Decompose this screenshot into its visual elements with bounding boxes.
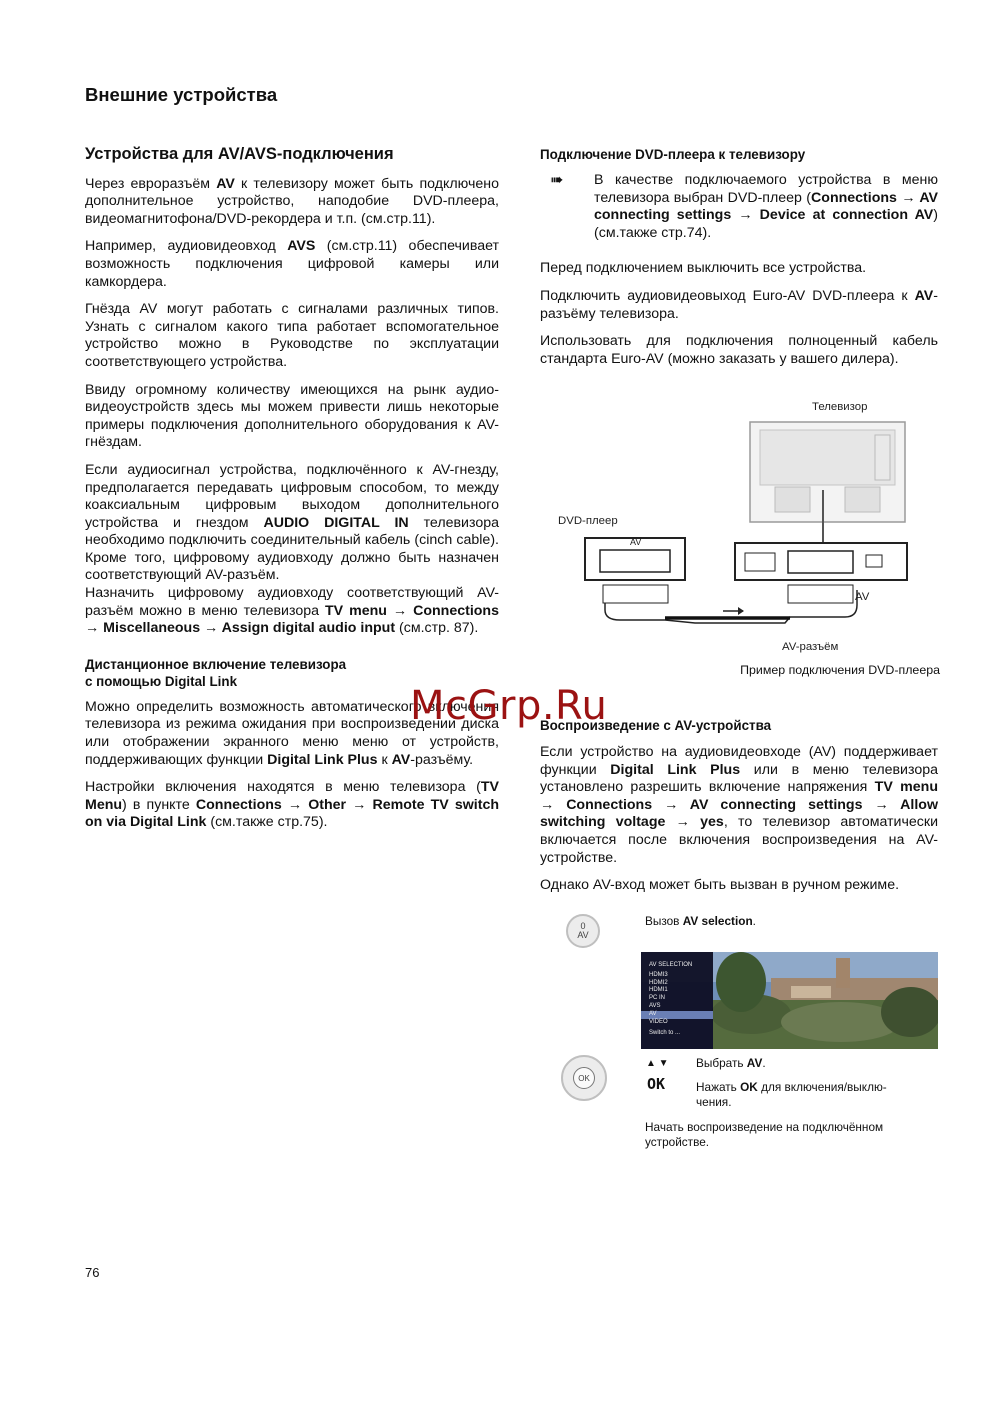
arrow-head-icon: [738, 607, 744, 615]
paragraph: Гнёзда AV могут работать с сигналами различных типов. Узнать с сигналом какого типа работает вспомогательное устройство можно в Руководстве по эксплуатации соответствующего устройства.: [85, 301, 499, 370]
ok-navigation-pad[interactable]: [561, 1055, 607, 1101]
dvd-scart-socket: [600, 550, 670, 572]
label-av-cable: AV: [855, 591, 870, 603]
step-start-playback: Начать воспроизведение на подключённом устройстве.: [645, 1120, 884, 1149]
tv-scart-socket: [788, 551, 853, 573]
left-column: [85, 146, 499, 842]
menu-item-video[interactable]: VIDEO: [649, 1018, 668, 1025]
dvd-scart-plug: [603, 585, 668, 603]
tv-vent: [845, 487, 880, 512]
note-text: В качестве подключаемого устройства в меню телевизора выбран DVD-плеер (Connections → AV connecting settings → Device at connection AV) (см.также стр.74).: [594, 172, 938, 241]
paragraph: Если аудиосигнал устройства, подключённого к AV-гнезду, предполагается передавать цифровым способом, то между коаксиальным цифровым выходом дополнительного устройства и гнездом AUDIO DIGITAL IN телевизора необходимо подключить соединительный кабель (cinch cable). Кроме того, цифровому аудиовходу должно быть назначен соответствующий AV-разъём.: [85, 461, 499, 584]
step-av-selection: Вызов AV selection.: [645, 914, 756, 928]
watermark: McGrp.Ru: [410, 683, 608, 729]
paragraph: Назначить цифровому аудиовходу соответствующий AV-разъём можно в меню телевизора TV menu → Connections → Miscellaneous → Assign digital audio input (см.стр. 87).: [85, 585, 499, 637]
step-press-ok: Нажать OK для включения/выклю- чения.: [696, 1080, 887, 1109]
paragraph: Однако AV-вход может быть вызван в ручном режиме.: [540, 877, 900, 894]
arrow-note-icon: ➠: [550, 172, 564, 189]
connection-diagram: [545, 395, 940, 685]
paragraph: Можно определить возможность автоматического включения телевизора из режима ожидания при воспроизведении диска или отображении экранного меню меню от устройств, поддерживающих функции Digital Link Plus к AV-разъёму.: [85, 698, 499, 768]
tv-screen-preview: [641, 952, 938, 1049]
paragraph: Например, аудиовидеовход AVS (см.стр.11) обеспечивает возможность подключения цифровой камеры или камкордера.: [85, 238, 500, 290]
paragraph: Настройки включения находятся в меню телевизора (TV Menu) в пункте Connections → Other → Remote TV switch on via Digital Link (см.также стр.75).: [85, 779, 500, 831]
diagram-caption: Пример подключения DVD-плеера: [740, 663, 940, 677]
page-title: Внешние устройства: [85, 84, 278, 105]
menu-item-pc-in[interactable]: PC IN: [649, 995, 666, 1002]
tv-vent: [775, 487, 810, 512]
menu-item-hdmi1[interactable]: HDMI1: [649, 987, 668, 994]
paragraph: Подключить аудиовидеовыход Euro-AV DVD-плеера к AV-разъёму телевизора.: [540, 287, 938, 322]
up-down-arrows-icon: ▲ ▼: [646, 1058, 669, 1069]
subsection-title-dvd: Подключение DVD-плеера к телевизору: [540, 147, 806, 162]
tv-small-socket: [866, 555, 882, 567]
label-dvd-player: DVD-плеер: [558, 515, 618, 527]
right-column: [540, 146, 938, 378]
label-av-dvd: AV: [630, 537, 642, 547]
subsection-title-digital-link: Дистанционное включение телевизора с помощью Digital Link: [85, 656, 347, 689]
paragraph: Ввиду огромному количеству имеющихся на рынк аудио-видеоустройств здесь мы можем привести лишь некоторые примеры подключения дополнительного оборудования к AV-гнёздам.: [85, 381, 499, 451]
tv-scart-plug: [788, 585, 853, 603]
ok-button[interactable]: OK: [573, 1067, 595, 1089]
menu-title: AV SELECTION: [649, 962, 693, 968]
paragraph: Если устройство на аудиовидеовходе (AV) поддерживает функции Digital Link Plus или в меню телевизора установлено разрешить включение напряжения TV menu → Connections → AV connecting settings → Allow switching voltage → yes, то телевизор автоматически включается после включения воспроизведения на AV-устройстве.: [540, 744, 938, 866]
section-title-av-avs: Устройства для AV/AVS-подключения: [85, 145, 394, 163]
tv-side-panel: [875, 435, 890, 480]
menu-item-hdmi2[interactable]: HDMI2: [649, 979, 668, 986]
menu-item-av[interactable]: AV: [641, 1011, 713, 1019]
paragraph: Перед подключением выключить все устройства.: [540, 260, 867, 277]
section-title-playback: Воспроизведение с AV-устройства: [540, 718, 772, 733]
label-av-socket: AV-разъём: [782, 641, 839, 653]
ok-key-label: OK: [647, 1075, 666, 1093]
av-selection-menu: [641, 952, 713, 1049]
menu-footer: Switch to ...: [649, 1030, 681, 1037]
note: [540, 172, 938, 242]
menu-item-hdmi3[interactable]: HDMI3: [649, 971, 668, 978]
paragraph: Использовать для подключения полноценный кабель стандарта Euro-AV (можно заказать у вашего дилера).: [540, 333, 938, 367]
playback-section: [540, 717, 938, 905]
page-number: 76: [85, 1265, 100, 1280]
label-tv: Телевизор: [812, 401, 868, 413]
menu-item-avs[interactable]: AVS: [649, 1002, 661, 1009]
av-remote-button[interactable]: 0 AV: [566, 914, 600, 948]
vga-socket: [745, 553, 775, 571]
paragraph: Через евроразъём AV к телевизору может быть подключено дополнительное устройство, наподобие DVD-плеера, видеомагнитофона/DVD-рекордера и т.п. (см.стр.11).: [85, 175, 499, 227]
step-select-av: Выбрать AV.: [696, 1056, 766, 1070]
